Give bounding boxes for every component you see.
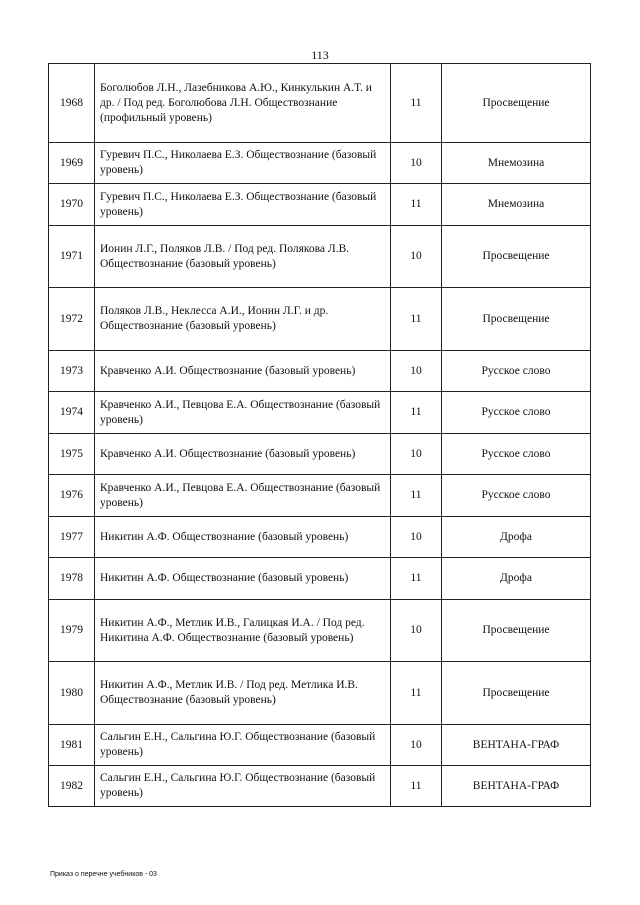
row-number: 1972 [49, 288, 95, 351]
row-number: 1968 [49, 64, 95, 143]
table-row [49, 558, 591, 600]
row-number: 1975 [49, 434, 95, 475]
row-authors-title: Кравченко А.И. Обществознание (базовый уровень) [95, 434, 391, 475]
row-grade: 11 [391, 475, 442, 517]
row-publisher: Мнемозина [442, 143, 591, 184]
table-row [49, 475, 591, 517]
row-publisher: Русское слово [442, 392, 591, 434]
table-row [49, 351, 591, 392]
row-publisher: Мнемозина [442, 184, 591, 226]
row-grade: 11 [391, 392, 442, 434]
row-publisher: Русское слово [442, 351, 591, 392]
table-row [49, 600, 591, 662]
table-row [49, 766, 591, 807]
row-publisher: Просвещение [442, 64, 591, 143]
row-publisher: Русское слово [442, 434, 591, 475]
row-authors-title: Никитин А.Ф. Обществознание (базовый уровень) [95, 558, 391, 600]
row-publisher: Дрофа [442, 558, 591, 600]
row-publisher: Просвещение [442, 662, 591, 725]
row-authors-title: Боголюбов Л.Н., Лазебникова А.Ю., Кинкулькин А.Т. и др. / Под ред. Боголюбова Л.Н. Обществознание (профильный уровень) [95, 64, 391, 143]
row-number: 1978 [49, 558, 95, 600]
table-row [49, 392, 591, 434]
row-grade: 10 [391, 600, 442, 662]
table-row [49, 517, 591, 558]
row-publisher: Просвещение [442, 600, 591, 662]
row-grade: 11 [391, 662, 442, 725]
row-publisher: Дрофа [442, 517, 591, 558]
page-number: 113 [311, 48, 329, 62]
textbook-table [48, 63, 591, 807]
row-authors-title: Сальгин Е.Н., Сальгина Ю.Г. Обществознание (базовый уровень) [95, 725, 391, 766]
row-authors-title: Гуревич П.С., Николаева Е.З. Обществознание (базовый уровень) [95, 143, 391, 184]
row-number: 1981 [49, 725, 95, 766]
table-row [49, 662, 591, 725]
row-number: 1976 [49, 475, 95, 517]
row-authors-title: Никитин А.Ф., Метлик И.В. / Под ред. Метлика И.В. Обществознание (базовый уровень) [95, 662, 391, 725]
row-authors-title: Кравченко А.И., Певцова Е.А. Обществознание (базовый уровень) [95, 392, 391, 434]
row-grade: 11 [391, 766, 442, 807]
row-grade: 11 [391, 184, 442, 226]
row-authors-title: Никитин А.Ф. Обществознание (базовый уровень) [95, 517, 391, 558]
row-number: 1980 [49, 662, 95, 725]
row-publisher: ВЕНТАНА-ГРАФ [442, 725, 591, 766]
row-grade: 11 [391, 288, 442, 351]
row-number: 1970 [49, 184, 95, 226]
row-authors-title: Ионин Л.Г., Поляков Л.В. / Под ред. Полякова Л.В. Обществознание (базовый уровень) [95, 226, 391, 288]
row-number: 1971 [49, 226, 95, 288]
table-row [49, 226, 591, 288]
row-number: 1982 [49, 766, 95, 807]
row-publisher: Просвещение [442, 288, 591, 351]
table-row [49, 64, 591, 143]
row-authors-title: Поляков Л.В., Неклесса А.И., Ионин Л.Г. и др. Обществознание (базовый уровень) [95, 288, 391, 351]
row-publisher: Русское слово [442, 475, 591, 517]
row-number: 1974 [49, 392, 95, 434]
row-grade: 11 [391, 64, 442, 143]
table-row [49, 434, 591, 475]
table-row [49, 143, 591, 184]
row-authors-title: Гуревич П.С., Николаева Е.З. Обществознание (базовый уровень) [95, 184, 391, 226]
table-row [49, 725, 591, 766]
row-number: 1969 [49, 143, 95, 184]
row-grade: 10 [391, 517, 442, 558]
row-grade: 10 [391, 725, 442, 766]
row-grade: 10 [391, 226, 442, 288]
row-authors-title: Кравченко А.И. Обществознание (базовый уровень) [95, 351, 391, 392]
row-authors-title: Сальгин Е.Н., Сальгина Ю.Г. Обществознание (базовый уровень) [95, 766, 391, 807]
row-authors-title: Никитин А.Ф., Метлик И.В., Галицкая И.А. / Под ред. Никитина А.Ф. Обществознание (базовый уровень) [95, 600, 391, 662]
row-number: 1977 [49, 517, 95, 558]
row-grade: 11 [391, 558, 442, 600]
row-authors-title: Кравченко А.И., Певцова Е.А. Обществознание (базовый уровень) [95, 475, 391, 517]
row-number: 1973 [49, 351, 95, 392]
row-number: 1979 [49, 600, 95, 662]
table-row [49, 184, 591, 226]
row-grade: 10 [391, 143, 442, 184]
row-publisher: ВЕНТАНА-ГРАФ [442, 766, 591, 807]
row-grade: 10 [391, 351, 442, 392]
footer-note: Приказ о перечне учебников - 03 [50, 871, 157, 878]
row-grade: 10 [391, 434, 442, 475]
row-publisher: Просвещение [442, 226, 591, 288]
table-row [49, 288, 591, 351]
